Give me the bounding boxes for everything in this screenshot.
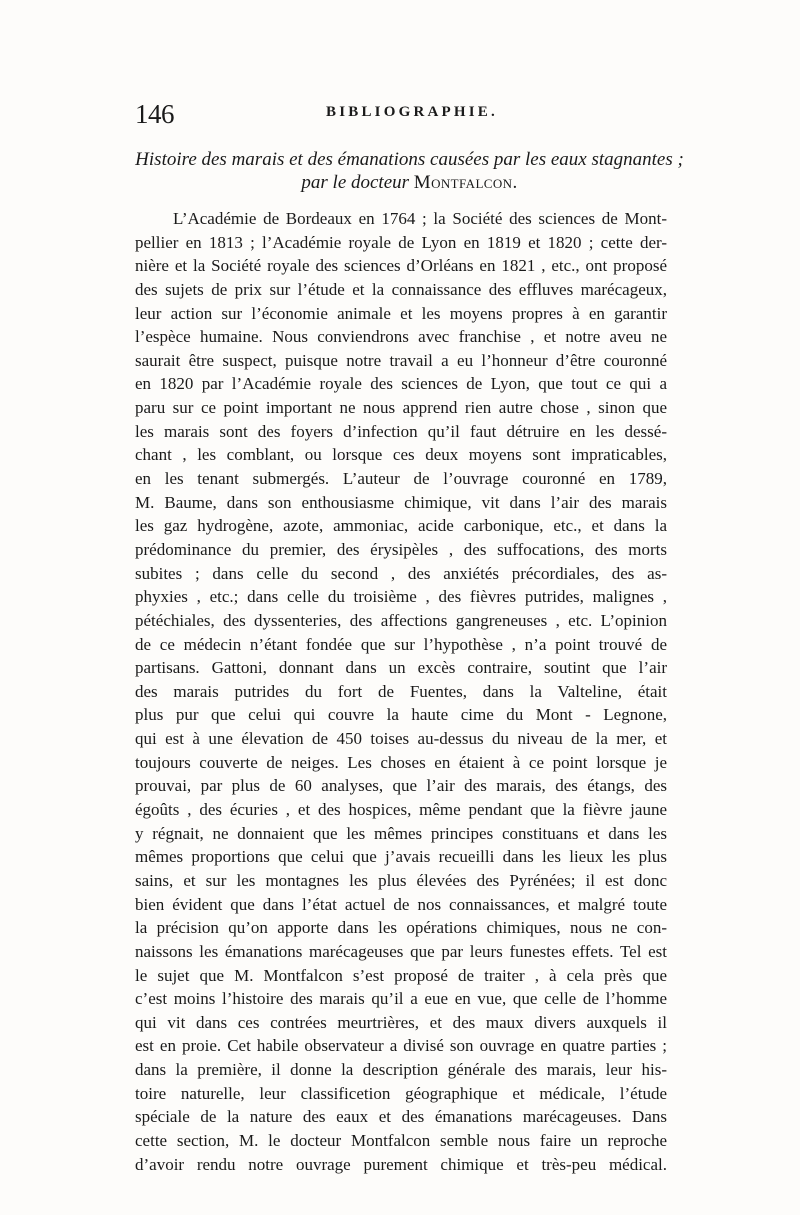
body-line: la précision qu’on apporte dans les opérations chimiques, nous ne con-: [135, 918, 667, 938]
body-line: des marais putrides du fort de Fuentes, dans la Valteline, était: [135, 681, 667, 701]
body-line: est en proie. Cet habile observateur a divisé son ouvrage en quatre parties ;: [135, 1036, 667, 1056]
body-line: les gaz hydrogène, azote, ammoniac, acide carbonique, etc., et dans la: [135, 516, 667, 536]
body-line: naissons les émanations marécageuses que par leurs funestes effets. Tel est: [135, 941, 667, 961]
body-text: [135, 207, 667, 1176]
body-line: toire naturelle, leur classificetion géographique et médicale, l’étude: [135, 1083, 667, 1103]
body-line: qui est à une élevation de 450 toises au-dessus du niveau de la mer, et: [135, 729, 667, 749]
title-line-1: Histoire des marais et des émanations causées par les eaux stagnantes ;: [135, 149, 684, 170]
running-head: BIBLIOGRAPHIE.: [326, 104, 498, 120]
body-line: subites ; dans celle du second , des anxiétés précordiales, des as-: [135, 563, 667, 583]
title-byline-prefix: par le docteur: [301, 172, 414, 193]
body-line: l’espèce humaine. Nous conviendrons avec franchise , et notre aveu ne: [135, 327, 667, 347]
body-line: L’Académie de Bordeaux en 1764 ; la Société des sciences de Mont-: [173, 209, 667, 228]
body-line: d’avoir rendu notre ouvrage purement chimique et très-peu médical.: [135, 1154, 667, 1174]
page-number: 146: [135, 99, 174, 129]
body-line: paru sur ce point important ne nous apprend rien autre chose , sinon que: [135, 398, 667, 418]
body-line: prédominance du premier, des érysipèles , des suffocations, des morts: [135, 539, 667, 559]
body-line: le sujet que M. Montfalcon s’est proposé de traiter , à cela près que: [135, 965, 667, 985]
body-line: mêmes proportions que celui que j’avais recueilli dans les lieux les plus: [135, 847, 667, 867]
body-line: qui vit dans ces contrées meurtrières, et des maux divers auxquels il: [135, 1012, 667, 1032]
body-line: bien évident que dans l’état actuel de nos connaissances, et malgré toute: [135, 894, 667, 914]
body-line: leur action sur l’économie animale et les moyens propres à en garantir: [135, 303, 667, 323]
article-title: [132, 148, 687, 194]
body-line: toujours couverte de neiges. Les choses en étaient à ce point lorsque je: [135, 752, 667, 772]
body-line: prouvai, par plus de 60 analyses, que l’air des marais, des étangs, des: [135, 776, 667, 796]
body-line: saurait être suspect, puisque notre travail a eu l’honneur d’être couronné: [135, 350, 667, 370]
body-line: sains, et sur les montagnes les plus élevées des Pyrénées; il est donc: [135, 870, 667, 890]
body-line: y régnait, ne donnaient que les mêmes principes constituans et dans les: [135, 823, 667, 843]
body-line: pellier en 1813 ; l’Académie royale de Lyon en 1819 et 1820 ; cette der-: [135, 232, 667, 252]
body-line: nière et la Société royale des sciences d’Orléans en 1821 , etc., ont proposé: [135, 256, 667, 276]
body-line: de ce médecin n’étant fondée que sur l’hypothèse , n’a point trouvé de: [135, 634, 667, 654]
body-line: chant , les comblant, ou lorsque ces deux moyens sont impraticables,: [135, 445, 667, 465]
body-line: les marais sont des foyers d’infection qu’il faut détruire en les dessé-: [135, 421, 667, 441]
body-line: dans la première, il donne la description générale des marais, leur his-: [135, 1060, 667, 1080]
body-line: spéciale de la nature des eaux et des émanations marécageuses. Dans: [135, 1107, 667, 1127]
body-line: phyxies , etc.; dans celle du troisième , des fièvres putrides, malignes ,: [135, 587, 667, 607]
body-line: égoûts , des écuries , et des hospices, même pendant que la fièvre jaune: [135, 800, 667, 820]
body-line: cette section, M. le docteur Montfalcon semble nous faire un reproche: [135, 1130, 667, 1150]
body-line: en les tenant submergés. L’auteur de l’ouvrage couronné en 1789,: [135, 469, 667, 489]
body-line: pétéchiales, des dyssenteries, des affections gangreneuses , etc. L’opinion: [135, 610, 667, 630]
body-line: M. Baume, dans son enthousiasme chimique, vit dans l’air des marais: [135, 492, 667, 512]
author-name: Montfalcon.: [413, 172, 518, 193]
body-line: des sujets de prix sur l’étude et la connaissance des effluves marécageux,: [135, 279, 667, 299]
body-line: en 1820 par l’Académie royale des sciences de Lyon, que tout ce qui a: [135, 374, 667, 394]
body-line: plus pur que celui qui couvre la haute cime du Mont - Legnone,: [135, 705, 667, 725]
body-line: c’est moins l’histoire des marais qu’il a eue en vue, que celle de l’homme: [135, 989, 667, 1009]
body-line: partisans. Gattoni, donnant dans un excès contraire, soutint que l’air: [135, 658, 667, 678]
title-line-2: [132, 171, 687, 194]
